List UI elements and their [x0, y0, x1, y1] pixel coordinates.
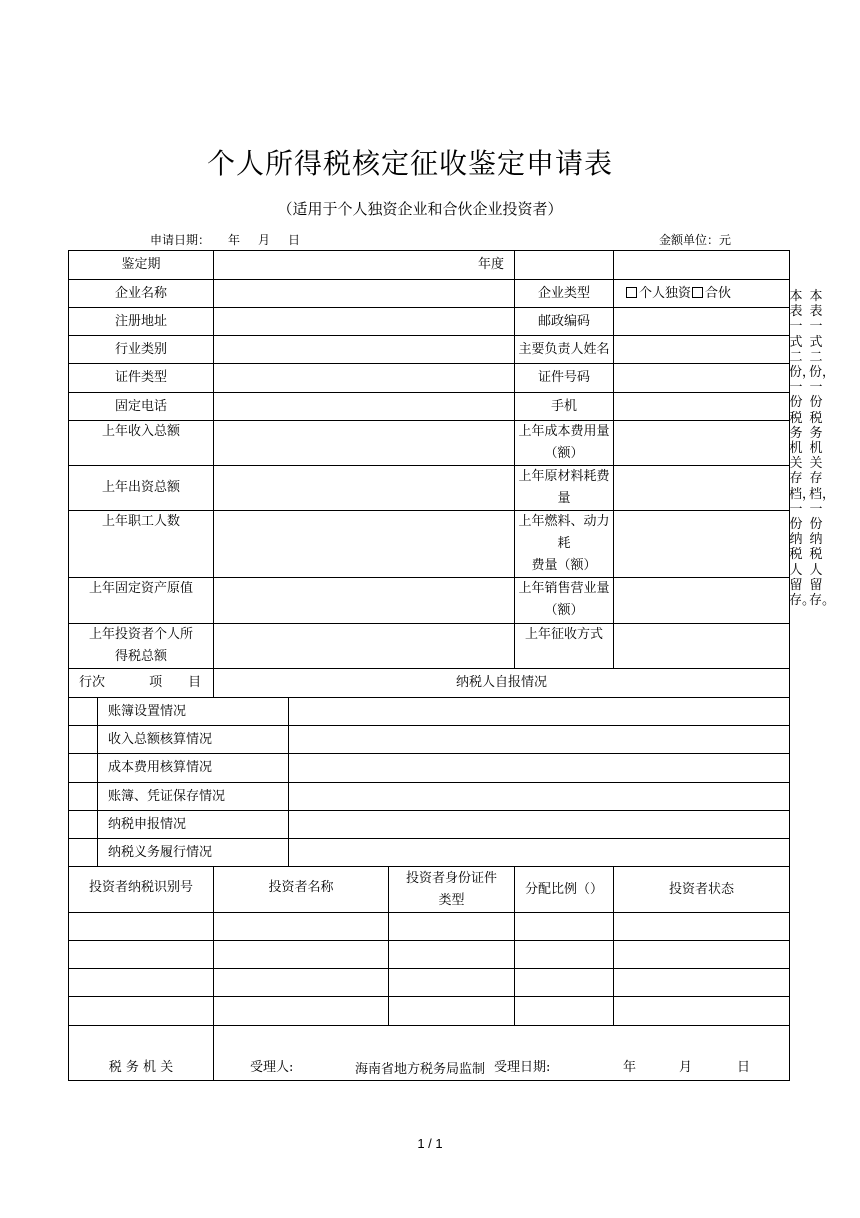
levy-method-field[interactable] — [614, 624, 790, 669]
fuel-label-line1: 上年燃料、动力耗 — [518, 514, 610, 551]
partnership-label: 合伙 — [705, 285, 732, 301]
self-report-item: 收入总额核算情况 — [98, 726, 289, 754]
investor-name-header: 投资者名称 — [214, 867, 389, 913]
levy-method-label: 上年征收方式 — [515, 624, 614, 669]
self-report-field[interactable] — [289, 839, 790, 867]
postcode-label: 邮政编码 — [515, 308, 614, 336]
self-report-item: 成本费用核算情况 — [98, 754, 289, 783]
row-no-4 — [69, 783, 98, 811]
fuel-label-line2: 费量（额） — [531, 558, 597, 573]
sole-proprietorship-label: 个人独资 — [639, 285, 692, 301]
raw-material-field[interactable] — [614, 466, 790, 511]
investor-id-type-cell[interactable] — [389, 997, 515, 1026]
col-header-self-report: 纳税人自报情况 — [214, 669, 790, 698]
self-report-field[interactable] — [289, 726, 790, 754]
investor-tax-label-line1: 上年投资者个人所 — [88, 627, 193, 642]
self-report-item: 纳税申报情况 — [98, 811, 289, 839]
investor-tin-cell[interactable] — [69, 913, 214, 941]
investor-status-cell[interactable] — [614, 997, 790, 1026]
reg-address-field[interactable] — [214, 308, 515, 336]
fuel-label — [515, 511, 614, 578]
investor-name-cell[interactable] — [214, 969, 389, 997]
investor-tax-label — [69, 624, 214, 669]
investor-id-type-header-line1: 投资者身份证件 — [405, 870, 497, 886]
investor-tin-header: 投资者纳税识别号 — [69, 867, 214, 913]
period-field[interactable] — [515, 251, 614, 280]
investor-name-cell[interactable] — [214, 941, 389, 969]
principal-field[interactable] — [614, 336, 790, 364]
employees-label: 上年职工人数 — [69, 511, 214, 578]
industry-label: 行业类别 — [69, 336, 214, 364]
year-label: 年度 — [214, 251, 515, 280]
receiver-label: 受理人: — [250, 1060, 294, 1075]
investor-name-cell[interactable] — [214, 913, 389, 941]
self-report-field[interactable] — [289, 698, 790, 726]
employees-field[interactable] — [214, 511, 515, 578]
postcode-field[interactable] — [614, 308, 790, 336]
application-form-table — [68, 250, 790, 1081]
fixed-assets-label: 上年固定资产原值 — [69, 578, 214, 624]
date-day-label: 日 — [288, 233, 301, 247]
sales-label — [515, 578, 614, 624]
investor-tin-cell[interactable] — [69, 997, 214, 1026]
row-no-2 — [69, 726, 98, 754]
self-report-item: 纳税义务履行情况 — [98, 839, 289, 867]
id-type-field[interactable] — [214, 364, 515, 393]
col-header-line-no: 行次 — [79, 675, 106, 690]
fuel-field[interactable] — [614, 511, 790, 578]
capital-field[interactable] — [214, 466, 515, 511]
form-title: 个人所得税核定征收鉴定申请表 — [206, 147, 613, 180]
distribution-ratio-cell[interactable] — [515, 913, 614, 941]
phone-field[interactable] — [214, 393, 515, 421]
side-note-right: 本表一式二份，一份税务机关存档，一份纳税人留存。 — [809, 289, 836, 609]
company-name-field[interactable] — [214, 280, 515, 308]
page-number: 1 / 1 — [417, 1136, 443, 1151]
investor-name-cell[interactable] — [214, 997, 389, 1026]
mobile-field[interactable] — [614, 393, 790, 421]
currency-unit-label: 金额单位：元 — [659, 233, 732, 247]
id-number-field[interactable] — [614, 364, 790, 393]
date-year-label: 年 — [228, 233, 241, 247]
investor-id-type-cell[interactable] — [389, 941, 515, 969]
accept-date-day: 日 — [737, 1060, 751, 1075]
distribution-ratio-header: 分配比例（） — [515, 867, 614, 913]
form-subtitle: （适用于个人独资企业和合伙企业投资者） — [277, 200, 563, 218]
investor-status-cell[interactable] — [614, 913, 790, 941]
phone-label: 固定电话 — [69, 393, 214, 421]
income-total-label: 上年收入总额 — [69, 421, 214, 466]
investor-tin-cell[interactable] — [69, 969, 214, 997]
mobile-label: 手机 — [515, 393, 614, 421]
self-report-field[interactable] — [289, 783, 790, 811]
self-report-item: 账簿设置情况 — [98, 698, 289, 726]
self-report-field[interactable] — [289, 811, 790, 839]
issuer-footer: 海南省地方税务局监制 — [354, 1062, 485, 1077]
cost-total-label-line2: （额） — [544, 446, 584, 461]
period-extra-field[interactable] — [614, 251, 790, 280]
investor-id-type-cell[interactable] — [389, 969, 515, 997]
cost-total-field[interactable] — [614, 421, 790, 466]
reg-address-label: 注册地址 — [69, 308, 214, 336]
investor-status-cell[interactable] — [614, 969, 790, 997]
investor-tax-field[interactable] — [214, 624, 515, 669]
company-type-label: 企业类型 — [515, 280, 614, 308]
investor-id-type-header-line2: 类型 — [438, 892, 465, 908]
id-type-label: 证件类型 — [69, 364, 214, 393]
col-header-item: 项 目 — [149, 675, 202, 690]
distribution-ratio-cell[interactable] — [515, 941, 614, 969]
accept-date-month: 月 — [679, 1060, 693, 1075]
industry-field[interactable] — [214, 336, 515, 364]
sales-field[interactable] — [614, 578, 790, 624]
application-date-label: 申请日期： — [150, 233, 211, 247]
self-report-header-row — [69, 669, 214, 698]
partnership-checkbox[interactable] — [692, 287, 703, 298]
income-total-field[interactable] — [214, 421, 515, 466]
id-number-label: 证件号码 — [515, 364, 614, 393]
row-no-5 — [69, 811, 98, 839]
row-no-6 — [69, 839, 98, 867]
investor-status-cell[interactable] — [614, 941, 790, 969]
company-type-options — [614, 280, 790, 308]
accept-date-label: 受理日期: — [494, 1060, 551, 1075]
sales-label-line1: 上年销售营业量 — [518, 581, 610, 596]
raw-material-label: 上年原材料耗费量 — [515, 466, 614, 511]
date-month-label: 月 — [258, 233, 271, 247]
cost-total-label — [515, 421, 614, 466]
investor-status-header: 投资者状态 — [614, 867, 790, 913]
capital-label: 上年出资总额 — [69, 466, 214, 511]
distribution-ratio-cell[interactable] — [515, 997, 614, 1026]
company-name-label: 企业名称 — [69, 280, 214, 308]
sales-label-line2: （额） — [544, 603, 584, 618]
investor-tax-label-line2: 得税总额 — [114, 649, 167, 664]
period-label: 鉴定期 — [69, 251, 214, 280]
row-no-3 — [69, 754, 98, 783]
self-report-field[interactable] — [289, 754, 790, 783]
principal-label: 主要负责人姓名 — [515, 336, 614, 364]
investor-id-type-cell[interactable] — [389, 913, 515, 941]
distribution-ratio-cell[interactable] — [515, 969, 614, 997]
row-no-1 — [69, 698, 98, 726]
cost-total-label-line1: 上年成本费用量 — [518, 424, 610, 439]
accept-date-year: 年 — [623, 1060, 637, 1075]
self-report-item: 账簿、凭证保存情况 — [98, 783, 289, 811]
tax-office-label: 税 务 机 关 — [69, 1026, 214, 1081]
investor-tin-cell[interactable] — [69, 941, 214, 969]
side-note-left: 本表一式二份，一份税务机关存档，一份纳税人留存。 — [789, 289, 816, 609]
investor-id-type-header — [389, 867, 515, 913]
sole-proprietorship-checkbox[interactable] — [626, 287, 637, 298]
fixed-assets-field[interactable] — [214, 578, 515, 624]
